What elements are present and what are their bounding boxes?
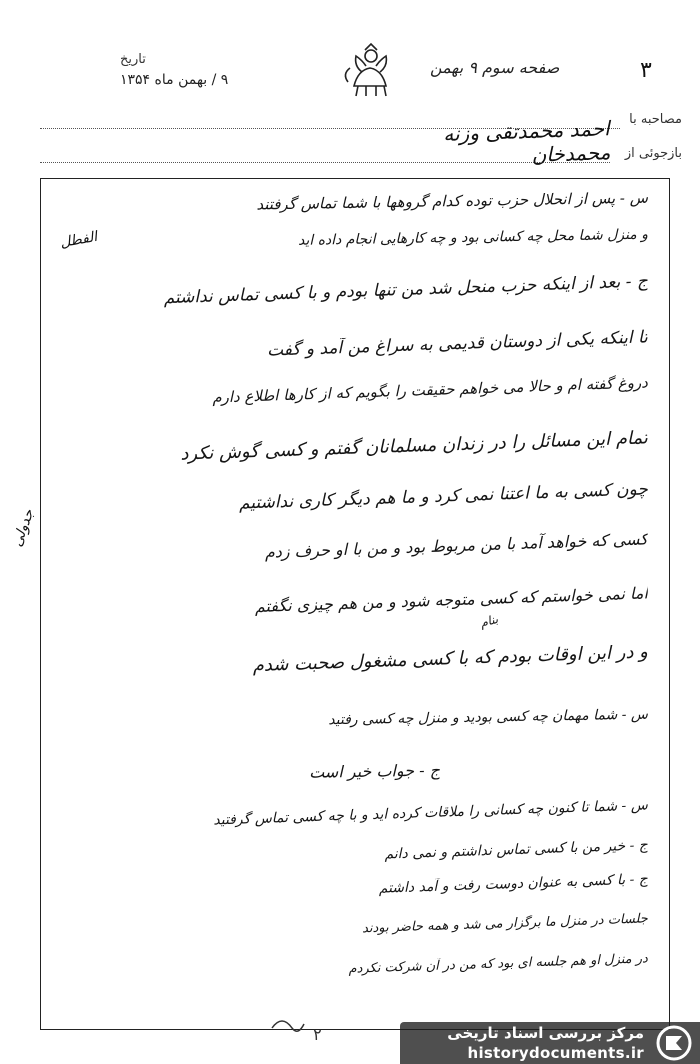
page-number: ۳ [640,58,652,83]
watermark-banner [400,1022,700,1064]
date-value: ۹ / بهمن ماه ۱۳۵۴ [120,72,229,88]
handwritten-line: در منزل او هم جلسه ای بود که من در آن شرکت نکردم [348,951,649,977]
handwritten-line: جلسات در منزل ما برگزار می شد و همه حاضر بودند [361,911,649,937]
margin-note-top: الفطل [58,228,99,252]
watermark-name: مرکز بررسی اسناد تاریخی [447,1024,644,1042]
handwritten-line: چون کسی به ما اعتنا نمی کرد و ما هم دیگر کاری نداشتیم [238,479,649,514]
interrogator-dotted-line [40,162,610,163]
handwritten-line: و منزل شما محل چه کسانی بود و چه کارهایی انجام داده اید [297,226,649,249]
interrogator-label: بازجوئی از [624,146,682,161]
interrogator-name: احمد محمدتقی وزنه محمدخان [442,116,611,167]
bottom-page-mark [268,1010,322,1044]
interview-label: مصاحبه با [629,112,682,127]
margin-note-insert: بنام [478,611,500,631]
handwritten-line: ج - با کسی به عنوان دوست رفت و آمد داشتم [378,871,649,897]
handwritten-page-heading: صفحه سوم ۹ بهمن [430,58,560,77]
flourish-icon [268,1010,308,1040]
bottom-mark-number: ۲ [313,1025,322,1044]
handwritten-line: ج - جواب خیر است [308,760,441,782]
handwritten-line: س - شما مهمان چه کسی بودید و منزل چه کسی رفتید [328,706,649,729]
handwritten-line: س - شما تا کنون چه کسانی را ملاقات کرده اید و با چه کسی تماس گرفتید [213,797,649,829]
handwritten-line: ج - خیر من با کسی تماس نداشتم و نمی دانم [384,837,649,863]
handwritten-line: دروغ گفته ام و حالا می خواهم حقیقت را بگویم که از کارها اطلاع دارم [211,373,649,407]
watermark-url: historydocuments.ir [467,1044,644,1062]
date-label: تاریخ [120,52,146,67]
margin-note-left: جدولی [9,507,38,549]
lion-and-sun-emblem [340,42,402,104]
handwritten-line: اما نمی خواستم که کسی متوجه شود و من هم چیزی نگفتم [254,583,649,617]
handwritten-line: کسی که خواهد آمد با من مربوط بود و من با او حرف زدم [264,529,649,562]
handwritten-line: س - پس از انحلال حزب توده کدام گروهها با شما تماس گرفتند [256,188,649,214]
handwritten-line: تمام این مسائل را در زندان مسلمانان گفتم و کسی گوش نکرد [180,427,649,465]
handwritten-line: و در این اوقات بودم که با کسی مشغول صحبت شدم [252,641,649,677]
handwritten-line: تا اینکه یکی از دوستان قدیمی به سراغ من آمد و گفت [266,327,649,361]
archive-logo-icon [654,1024,694,1062]
handwritten-line: ج - بعد از اینکه حزب منحل شد من تنها بودم و با کسی تماس نداشتم [163,271,649,309]
